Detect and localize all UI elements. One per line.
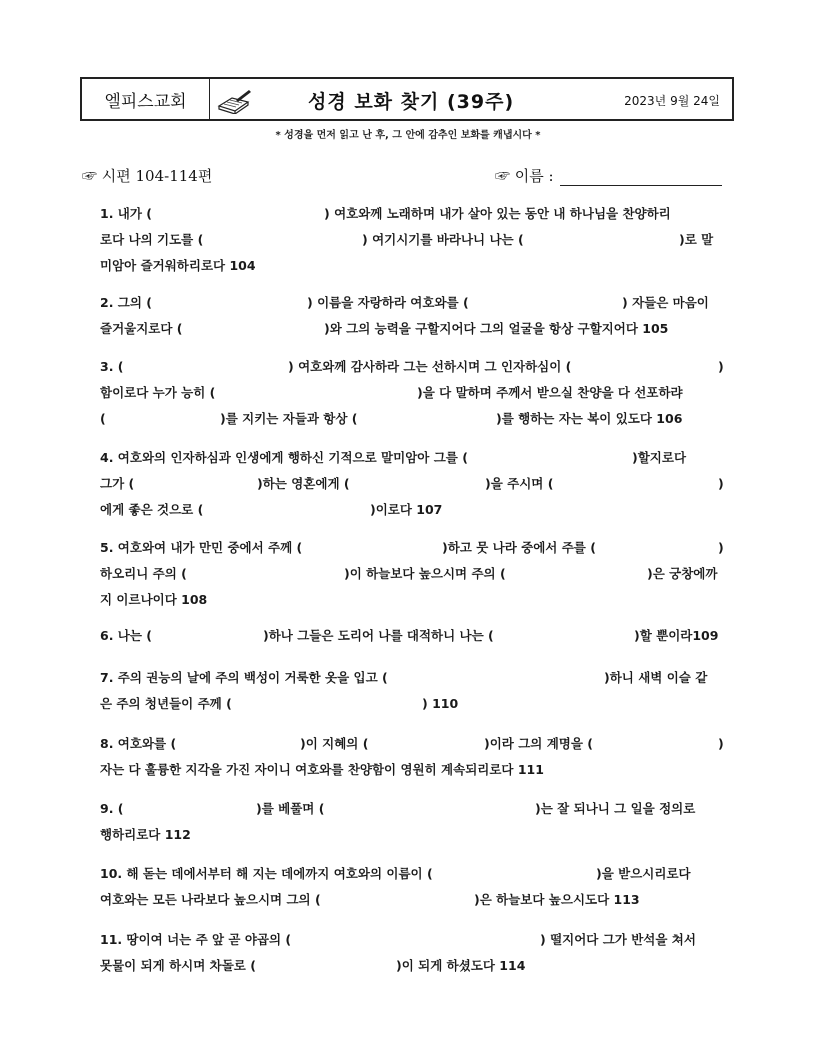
question-text-segment: 그가 ( — [100, 476, 135, 491]
date-label: 2023년 9월 24일 — [624, 94, 720, 108]
question-text-segment: 로다 나의 기도를 ( — [100, 232, 204, 247]
book-pencil-icon — [216, 88, 252, 114]
question-text-segment: )은 하늘보다 높으시도다 113 — [474, 892, 640, 907]
page-title: 성경 보화 찾기 (39주) — [308, 91, 515, 113]
question-text-segment: )이 지혜의 ( — [300, 736, 369, 751]
question-text-segment: )이라 그의 계명을 ( — [484, 736, 594, 751]
question-1 — [100, 201, 724, 279]
question-4 — [100, 445, 724, 523]
name-field-area — [495, 165, 722, 186]
question-text-segment: 행하리로다 112 — [100, 827, 191, 842]
question-text-segment: )이 하늘보다 높으시며 주의 ( — [344, 566, 506, 581]
question-2 — [100, 290, 724, 342]
question-text-segment: )는 잘 되나니 그 일을 정의로 — [535, 801, 696, 816]
question-text-segment: )하니 새벽 이슬 같 — [604, 670, 708, 685]
question-text-segment: ) 이름을 자랑하라 여호와를 ( — [307, 295, 469, 310]
question-text-segment: )할 뿐이라109 — [634, 628, 719, 643]
question-text-segment: 8. 여호와를 ( — [100, 736, 177, 751]
passage-label: ☞ 시편 104-114편 — [82, 167, 213, 185]
question-text-segment: )이 되게 하셨도다 114 — [396, 958, 526, 973]
question-text-segment: )을 받으시리로다 — [596, 866, 691, 881]
question-text-segment: 3. ( — [100, 359, 124, 374]
question-text-segment: )를 지키는 자들과 항상 ( — [220, 411, 358, 426]
question-text-segment: )와 그의 능력을 구할지어다 그의 얼굴을 항상 구할지어다 105 — [324, 321, 669, 336]
question-text-segment: 지 이르나이다 108 — [100, 592, 208, 607]
question-text-segment: ) 여호와께 감사하라 그는 선하시며 그 인자하심이 ( — [288, 359, 572, 374]
question-text-segment: ) — [718, 476, 724, 491]
question-text-segment: 6. 나는 ( — [100, 628, 153, 643]
question-6 — [100, 623, 724, 649]
question-text-segment: )하고 뭇 나라 중에서 주를 ( — [442, 540, 596, 555]
question-text-segment: )하는 영혼에게 ( — [257, 476, 350, 491]
question-text-segment: )를 행하는 자는 복이 있도다 106 — [496, 411, 683, 426]
question-text-segment: 여호와는 모든 나라보다 높으시며 그의 ( — [100, 892, 321, 907]
question-text-segment: 에게 좋은 것으로 ( — [100, 502, 204, 517]
question-text-segment: )할지로다 — [632, 450, 687, 465]
question-7 — [100, 665, 724, 717]
question-text-segment: )로 말 — [679, 232, 714, 247]
question-text-segment: 2. 그의 ( — [100, 295, 153, 310]
question-text-segment: ) — [718, 359, 724, 374]
header-box — [80, 77, 734, 121]
question-text-segment: 9. ( — [100, 801, 124, 816]
subtitle: * 성경을 먼저 읽고 난 후, 그 안에 감추인 보화를 캐냅시다 * — [275, 130, 541, 141]
question-text-segment: 5. 여호와여 내가 만민 중에서 주께 ( — [100, 540, 303, 555]
church-name: 엘피스교회 — [82, 79, 210, 119]
question-text-segment: )을 주시며 ( — [485, 476, 554, 491]
question-8 — [100, 731, 724, 783]
question-3 — [100, 354, 724, 432]
question-text-segment: 못물이 되게 하시며 차돌로 ( — [100, 958, 256, 973]
question-11 — [100, 927, 724, 979]
question-text-segment: 7. 주의 권능의 날에 주의 백성이 거룩한 옷을 입고 ( — [100, 670, 388, 685]
question-text-segment: )를 베풀며 ( — [256, 801, 325, 816]
question-text-segment: ) 여호와께 노래하며 내가 살아 있는 동안 내 하나님을 찬양하리 — [324, 206, 671, 221]
question-text-segment: 4. 여호와의 인자하심과 인생에게 행하신 기적으로 말미암아 그를 ( — [100, 450, 468, 465]
question-text-segment: 11. 땅이여 너는 주 앞 곧 야곱의 ( — [100, 932, 292, 947]
question-text-segment: ( — [100, 411, 106, 426]
question-text-segment: 하오리니 주의 ( — [100, 566, 187, 581]
question-text-segment: 미암아 즐거워하리로다 104 — [100, 258, 256, 273]
question-text-segment: )은 궁창에까 — [647, 566, 718, 581]
question-text-segment: ) 여기시기를 바라나니 나는 ( — [362, 232, 524, 247]
question-text-segment: ) 떨지어다 그가 반석을 쳐서 — [540, 932, 696, 947]
question-text-segment: )이로다 107 — [370, 502, 443, 517]
question-text-segment: 자는 다 훌륭한 지각을 가진 자이니 여호와를 찬양함이 영원히 계속되리로다 111 — [100, 762, 544, 777]
question-text-segment: 즐거울지로다 ( — [100, 321, 183, 336]
name-input-line[interactable] — [560, 167, 722, 186]
question-text-segment: ) 110 — [422, 696, 459, 711]
name-label: ☞ 이름 : — [495, 167, 554, 185]
question-text-segment: ) — [718, 540, 724, 555]
question-text-segment: 은 주의 청년들이 주께 ( — [100, 696, 232, 711]
question-text-segment: ) 자들은 마음이 — [622, 295, 709, 310]
question-text-segment: 1. 내가 ( — [100, 206, 153, 221]
question-text-segment: 10. 해 돋는 데에서부터 해 지는 데에까지 여호와의 이름이 ( — [100, 866, 433, 881]
question-9 — [100, 796, 724, 848]
question-10 — [100, 861, 724, 913]
question-5 — [100, 535, 724, 613]
title-cell — [210, 79, 732, 119]
question-text-segment: )하나 그들은 도리어 나를 대적하니 나는 ( — [263, 628, 494, 643]
question-text-segment: 함이로다 누가 능히 ( — [100, 385, 216, 400]
question-text-segment: ) — [718, 736, 724, 751]
question-text-segment: )을 다 말하며 주께서 받으실 찬양을 다 선포하랴 — [417, 385, 683, 400]
